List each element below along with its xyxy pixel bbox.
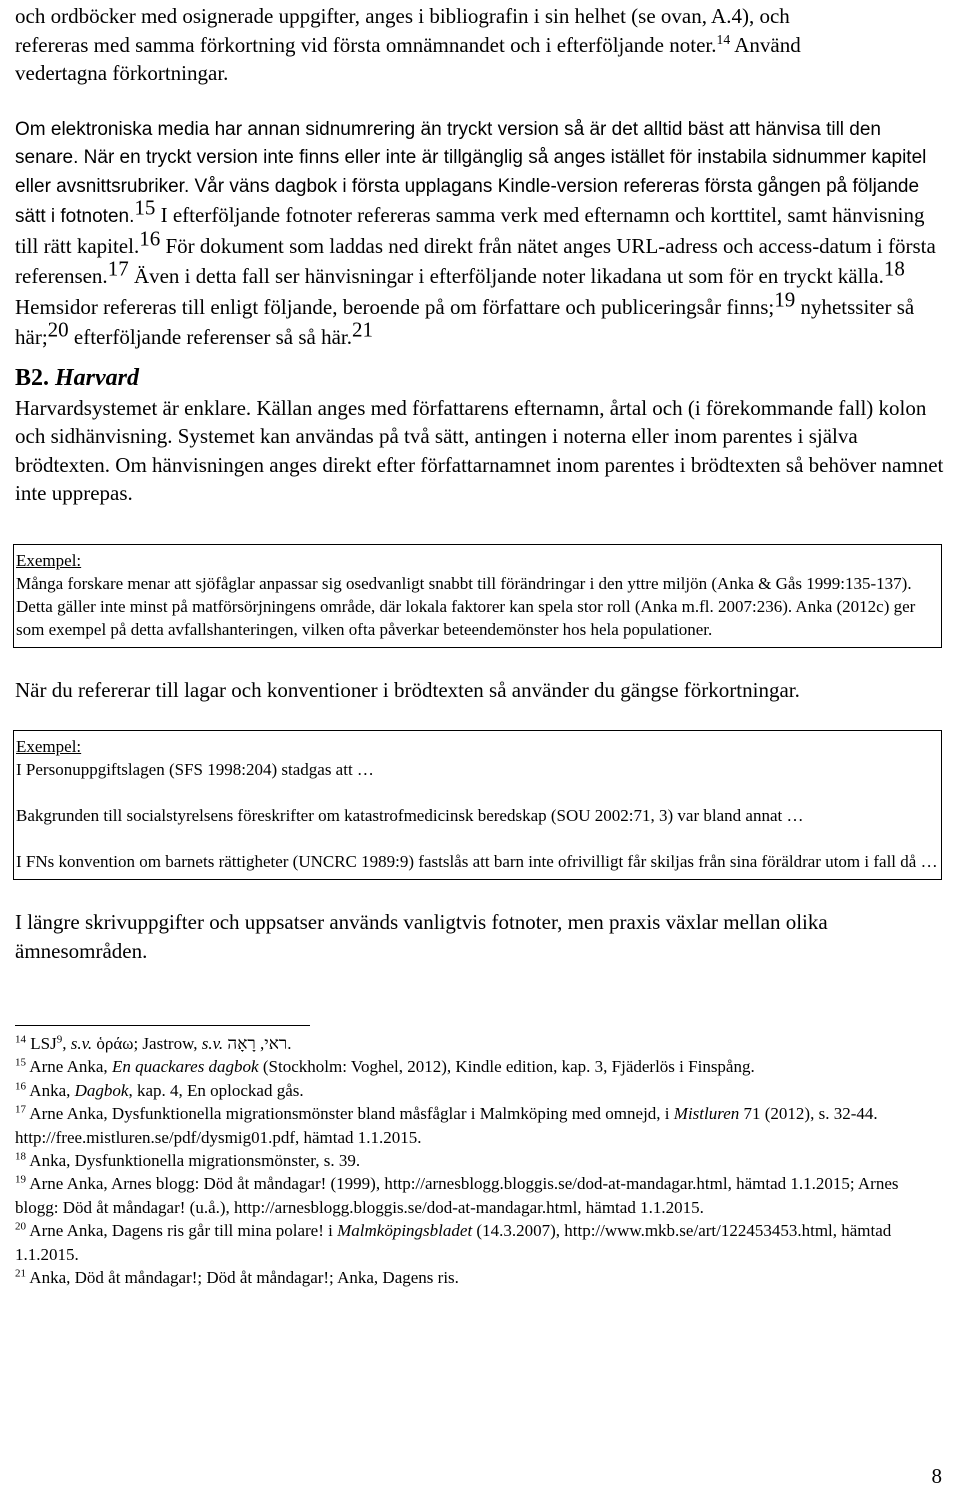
example-box-harvard bbox=[13, 544, 942, 648]
footnote-ref-14[interactable]: 14 bbox=[716, 31, 731, 47]
example-label: Exempel: bbox=[16, 550, 82, 570]
page-number: 8 bbox=[931, 1464, 942, 1488]
example-text: Många forskare menar att sjöfåglar anpassar sig osedvanligt snabbt till förändringar i den yttre miljön (Anka & Gås 1999:135-137). Detta gäller inte minst på matförsörjningens område, där lokala faktorer kan spela stor roll (Anka m.fl. 2007:236). Anka (2012c) ger som exempel på detta avfallshanteringen, vilken ofta påverkar beteendemönster hos hela populationer. bbox=[16, 573, 916, 639]
footnotes bbox=[15, 1032, 945, 1289]
example-box-laws bbox=[13, 730, 942, 880]
footnote-ref-16[interactable]: 16 bbox=[139, 226, 161, 251]
example-law-2: Bakgrunden till socialstyrelsens föreskrifter om katastrofmedicinsk beredskap (SOU 2002:71, 3) var bland annat … bbox=[16, 806, 804, 825]
document-page bbox=[15, 0, 945, 1289]
footnote-16: $^{16}$ Anka, Dagbok, kap. 4, En oplockad gås. bbox=[15, 1080, 304, 1100]
paragraph-electronic-media: Om elektroniska media har annan sidnumrering än tryckt version så är det alltid bäst att hänvisa till den senare. När en tryckt version inte finns eller inte är tillgänglig så anges istället för instabila sidnummer kapitel eller avsnittsrubriker. Vår väns dagbok i första upplagans Kindle-version refereras första gången på följande sätt i fotnoten.15 I efterföljande fotnoter refereras samma verk med efternamn och korttitel, samt hänvisning till rätt kapitel.16 För dokument som laddas ned direkt från nätet anges URL-adress och access-datum i första referensen.17 Även i detta fall ser hänvisningar i efterföljande noter likadana ut som för en tryckt källa.18 Hemsidor refereras till enligt följande, beroende på om författare och publiceringsår finns;19 nyhetssiter så här;20 efterföljande referenser så så här.21 bbox=[15, 118, 936, 349]
paragraph-laws: När du refererar till lagar och konventioner i brödtexten så använder du gängse förkortningar. bbox=[15, 677, 800, 702]
footnote-ref-18[interactable]: 18 bbox=[883, 256, 905, 281]
footnote-ref-20[interactable]: 20 bbox=[47, 317, 69, 342]
footnote-17: $^{17}$ Arne Anka, Dysfunktionella migrationsmönster bland måsfåglar i Malmköping med omnejd, i Mistluren 71 (2012), s. 32-44. http://free.mistluren.se/pdf/dysmig01.pdf, hämtad 1.1.2015. bbox=[15, 1103, 878, 1147]
paragraph-harvard: Harvardsystemet är enklare. Källan anges med författarens efternamn, årtal och (i förekommande fall) kolon och sidhänvisning. Systemet kan användas på två sätt, antingen i noterna eller inom parentes i själva brödtexten. Om hänvisningen anges direkt efter författarnamnet inom parentes i brödtexten så behöver namnet inte upprepas. bbox=[15, 395, 944, 505]
example-label: Exempel: bbox=[16, 737, 82, 756]
footnote-ref-15[interactable]: 15 bbox=[134, 195, 156, 220]
section-heading: B2. Harvard bbox=[15, 364, 140, 391]
footnote-ref-21[interactable]: 21 bbox=[352, 317, 373, 342]
footnote-20: $^{20}$ Arne Anka, Dagens ris går till mina polare! i Malmköpingsbladet (14.3.2007), http://www.mkb.se/art/122453453.html, hämtad 1.1.2015. bbox=[15, 1220, 892, 1264]
footnote-21: $^{21}$ Anka, Död åt måndagar!; Död åt måndagar!; Anka, Dagens ris. bbox=[15, 1267, 459, 1288]
paragraph-abbreviations: och ordböcker med osignerade uppgifter, anges i bibliografin i sin helhet (se ovan, A.4), och refereras med samma förkortning vid första omnämnandet och i efterföljande noter.$^{14}$ Använd vedertagna förkortningar. bbox=[15, 4, 801, 85]
footnote-ref-17[interactable]: 17 bbox=[107, 256, 129, 281]
footnote-19: $^{19}$ Arne Anka, Arnes blogg: Död åt måndagar! (1999), http://arnesblogg.bloggis.se/dod-at-mandagar.html, hämtad 1.1.2015; Arnes blogg: Död åt måndagar! (u.å.), http://arnesblogg.bloggis.se/dod-at-mandagar.html, hämtad 1.1.2015. bbox=[15, 1173, 899, 1217]
paragraph-closing: I längre skrivuppgifter och uppsatser används vanligtvis fotnoter, men praxis växlar mellan olika ämnesområden. bbox=[15, 910, 828, 963]
example-law-1: I Personuppgiftslagen (SFS 1998:204) stadgas att … bbox=[16, 760, 374, 779]
footnote-18: $^{18}$ Anka, Dysfunktionella migrationsmönster, s. 39. bbox=[15, 1150, 361, 1171]
footnote-separator bbox=[15, 1025, 310, 1026]
footnote-15: $^{15}$ Arne Anka, En quackares dagbok (Stockholm: Voghel, 2012), Kindle edition, kap. 3, Fjäderlös i Finspång. bbox=[15, 1056, 755, 1077]
footnote-14: $^{14}$ LSJ$^9$, s.v. ὁράω; Jastrow, s.v. ראי, רָאָה. bbox=[15, 1033, 292, 1053]
example-law-3: I FNs konvention om barnets rättigheter (UNCRC 1989:9) fastslås att barn inte ofrivilligt får skiljas från sina föräldrar utom i fall då … bbox=[16, 852, 938, 871]
footnote-ref-19[interactable]: 19 bbox=[774, 287, 796, 312]
